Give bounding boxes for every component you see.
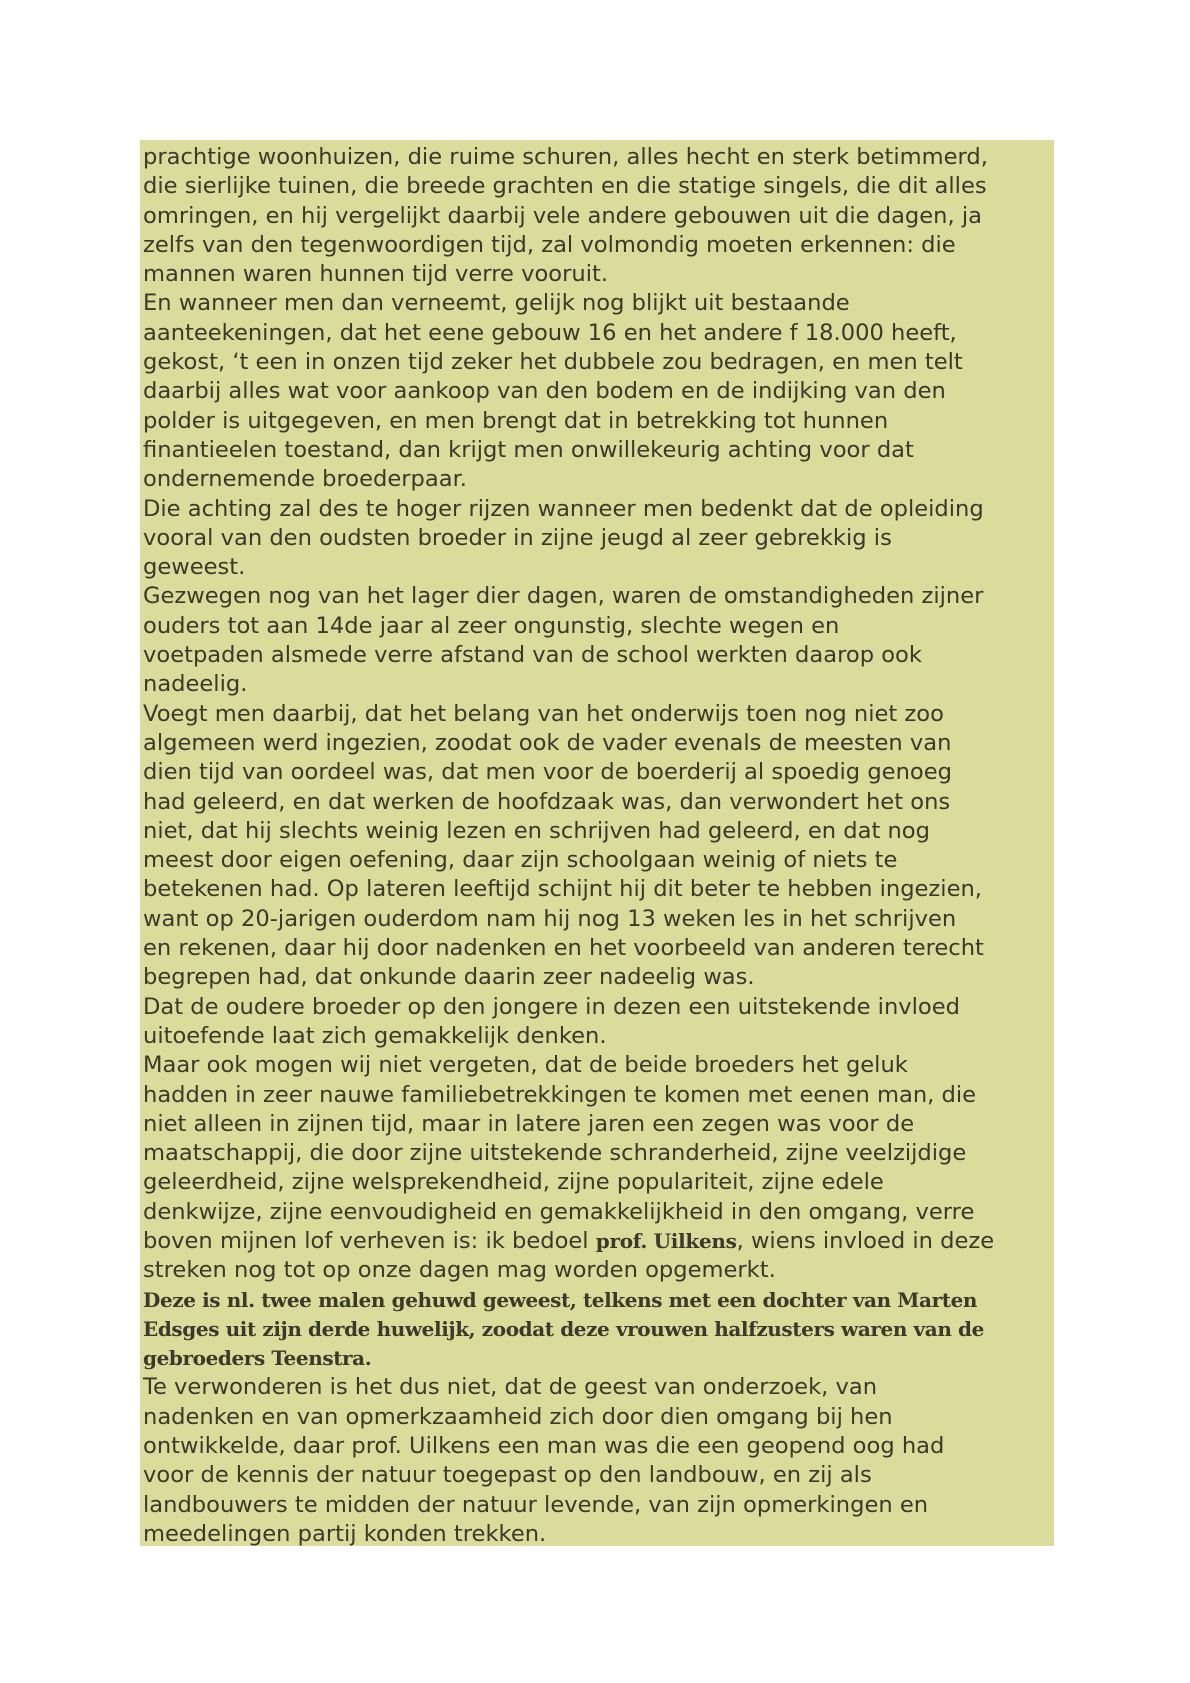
- text-line: meedelingen partij konden trekken.: [143, 1520, 547, 1547]
- text-line: zelfs van den tegenwoordigen tijd, zal volmondig moeten erkennen: die: [143, 231, 956, 258]
- text-line: denkwijze, zijne eenvoudigheid en gemakkelijkheid in den omgang, verre: [143, 1198, 975, 1225]
- text-line: begrepen had, dat onkunde daarin zeer nadeelig was.: [143, 964, 755, 991]
- text-line: betekenen had. Op lateren leeftijd schijnt hij dit beter te hebben ingezien,: [143, 876, 982, 903]
- highlighted-text-block: [140, 140, 1054, 1546]
- text-line: want op 20-jarigen ouderdom nam hij nog 13 weken les in het schrijven: [143, 905, 957, 932]
- text-line: dien tijd van oordeel was, dat men voor de boerderij al spoedig genoeg: [143, 759, 952, 786]
- text-line: polder is uitgegeven, en men brengt dat in betrekking tot hunnen: [143, 407, 889, 434]
- text-line: uitoefende laat zich gemakkelijk denken.: [143, 1022, 607, 1049]
- text-line: Die achting zal des te hoger rijzen wanneer men bedenkt dat de opleiding: [143, 495, 984, 522]
- text-line: voor de kennis der natuur toegepast op den landbouw, en zij als: [143, 1462, 872, 1489]
- text-line: voetpaden alsmede verre afstand van de school werkten daarop ook: [143, 642, 922, 669]
- text-line: Edsges uit zijn derde huwelijk, zoodat deze vrouwen halfzusters waren van de: [143, 1316, 984, 1341]
- text-line: Deze is nl. twee malen gehuwd geweest, telkens met een dochter van Marten: [143, 1287, 978, 1312]
- text-line: gekost, ‘t een in onzen tijd zeker het dubbele zou bedragen, en men telt: [143, 349, 963, 376]
- text-run: boven mijnen lof verheven is: ik bedoel: [143, 1227, 596, 1254]
- text-line: had geleerd, en dat werken de hoofdzaak was, dan verwondert het ons: [143, 788, 951, 815]
- text-line-mixed: [143, 1227, 1054, 1256]
- paragraph-1: [143, 143, 1054, 289]
- paragraph-2: [143, 289, 1054, 494]
- text-line: prachtige woonhuizen, die ruime schuren, alles hecht en sterk betimmerd,: [143, 144, 988, 170]
- text-line: maatschappij, die door zijne uitstekende schranderheid, zijne veelzijdige: [143, 1140, 967, 1167]
- text-line: aanteekeningen, dat het eene gebouw 16 en het andere f 18.000 heeft,: [143, 319, 957, 346]
- text-line: algemeen werd ingezien, zoodat ook de vader evenals de meesten van: [143, 729, 952, 756]
- text-line: Dat de oudere broeder op den jongere in dezen een uitstekende invloed: [143, 993, 960, 1020]
- name-reference: prof. Uilkens: [595, 1228, 737, 1253]
- paragraph-4: [143, 582, 1054, 699]
- text-line: finantieelen toestand, dan krijgt men onwillekeurig achting voor dat: [143, 436, 914, 463]
- text-line: daarbij alles wat voor aankoop van den bodem en de indijking van den: [143, 378, 946, 405]
- text-line: ontwikkelde, daar prof. Uilkens een man was die een geopend oog had: [143, 1433, 945, 1460]
- text-line: Maar ook mogen wij niet vergeten, dat de beide broeders het geluk: [143, 1052, 908, 1079]
- text-line: die sierlijke tuinen, die breede grachten en die statige singels, die dit alles: [143, 173, 987, 200]
- text-line: geleerdheid, zijne welsprekendheid, zijne populariteit, zijne edele: [143, 1169, 884, 1196]
- paragraph-3: [143, 495, 1054, 583]
- text-line: gebroeders Teenstra.: [143, 1346, 372, 1371]
- text-line: vooral van den oudsten broeder in zijne jeugd al zeer gebrekkig is: [143, 524, 892, 551]
- text-line: Gezwegen nog van het lager dier dagen, waren de omstandigheden zijner: [143, 583, 984, 610]
- paragraph-7: [143, 1051, 1054, 1285]
- paragraph-6: [143, 993, 1054, 1052]
- text-line: streken nog tot op onze dagen mag worden opgemerkt.: [143, 1257, 776, 1284]
- paragraph-8-note: [143, 1286, 1054, 1374]
- text-line: niet, dat hij slechts weinig lezen en schrijven had geleerd, en dat nog: [143, 817, 930, 844]
- text-line: meest door eigen oefening, daar zijn schoolgaan weinig of niets te: [143, 847, 898, 874]
- text-line: Voegt men daarbij, dat het belang van het onderwijs toen nog niet zoo: [143, 700, 944, 727]
- text-line: ouders tot aan 14de jaar al zeer ongunstig, slechte wegen en: [143, 612, 840, 639]
- text-line: ondernemende broederpaar.: [143, 466, 467, 493]
- text-line: landbouwers te midden der natuur levende, van zijn opmerkingen en: [143, 1491, 929, 1518]
- text-line: nadeelig.: [143, 671, 248, 698]
- text-line: hadden in zeer nauwe familiebetrekkingen te komen met eenen man, die: [143, 1081, 977, 1108]
- text-line: Te verwonderen is het dus niet, dat de geest van onderzoek, van: [143, 1374, 878, 1401]
- text-line: niet alleen in zijnen tijd, maar in latere jaren een zegen was voor de: [143, 1110, 915, 1137]
- text-line: en rekenen, daar hij door nadenken en het voorbeeld van anderen terecht: [143, 935, 984, 962]
- text-line: geweest.: [143, 554, 246, 581]
- text-line: mannen waren hunnen tijd verre vooruit.: [143, 261, 609, 288]
- text-run: , wiens invloed in deze: [736, 1227, 995, 1254]
- text-line: En wanneer men dan verneemt, gelijk nog blijkt uit bestaande: [143, 290, 850, 317]
- text-line: nadenken en van opmerkzaamheid zich door dien omgang bij hen: [143, 1403, 893, 1430]
- paragraph-5: [143, 700, 1054, 993]
- paragraph-9: [143, 1373, 1054, 1549]
- text-line: omringen, en hij vergelijkt daarbij vele andere gebouwen uit die dagen, ja: [143, 202, 982, 229]
